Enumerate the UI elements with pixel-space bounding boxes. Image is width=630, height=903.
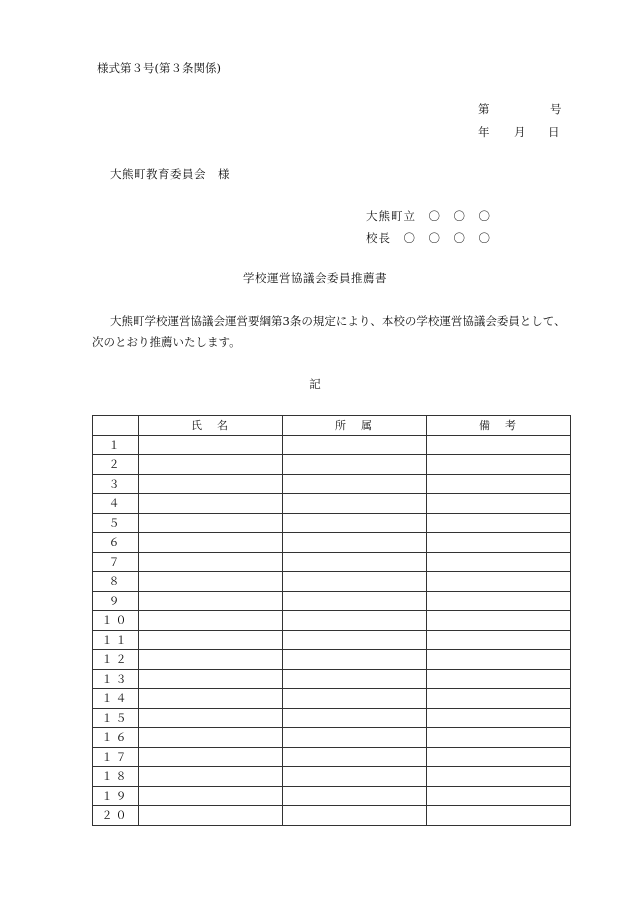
name-cell[interactable] — [139, 455, 283, 475]
remarks-cell[interactable] — [427, 494, 571, 514]
document-title: 学校運営協議会委員推薦書 — [243, 271, 387, 285]
row-number: ９ — [93, 591, 139, 611]
table-row — [93, 708, 571, 728]
affiliation-cell[interactable] — [283, 747, 427, 767]
remarks-cell[interactable] — [427, 611, 571, 631]
sender-principal: 校長 〇 〇 〇 〇 — [366, 231, 491, 245]
header-remarks: 備 考 — [427, 416, 571, 436]
table-row — [93, 630, 571, 650]
name-cell[interactable] — [139, 786, 283, 806]
remarks-cell[interactable] — [427, 767, 571, 787]
row-number: ５ — [93, 513, 139, 533]
remarks-cell[interactable] — [427, 552, 571, 572]
name-cell[interactable] — [139, 513, 283, 533]
table-row — [93, 767, 571, 787]
row-number: ３ — [93, 474, 139, 494]
table-row — [93, 728, 571, 748]
row-number: ２ — [93, 455, 139, 475]
remarks-cell[interactable] — [427, 669, 571, 689]
table-row — [93, 474, 571, 494]
document-number-suffix: 号 — [550, 102, 562, 116]
remarks-cell[interactable] — [427, 708, 571, 728]
name-cell[interactable] — [139, 572, 283, 592]
remarks-cell[interactable] — [427, 513, 571, 533]
table-header-row — [93, 416, 571, 436]
name-cell[interactable] — [139, 611, 283, 631]
name-cell[interactable] — [139, 767, 283, 787]
table-row — [93, 806, 571, 826]
row-number: １２ — [93, 650, 139, 670]
name-cell[interactable] — [139, 747, 283, 767]
affiliation-cell[interactable] — [283, 591, 427, 611]
table-row — [93, 533, 571, 553]
remarks-cell[interactable] — [427, 630, 571, 650]
nominee-table — [92, 415, 571, 826]
table-row — [93, 552, 571, 572]
remarks-cell[interactable] — [427, 806, 571, 826]
name-cell[interactable] — [139, 435, 283, 455]
table-row — [93, 786, 571, 806]
remarks-cell[interactable] — [427, 728, 571, 748]
row-number: １８ — [93, 767, 139, 787]
table-row — [93, 494, 571, 514]
row-number: ４ — [93, 494, 139, 514]
table-row — [93, 650, 571, 670]
row-number: １１ — [93, 630, 139, 650]
row-number: １６ — [93, 728, 139, 748]
row-number: １９ — [93, 786, 139, 806]
header-number — [93, 416, 139, 436]
row-number: １０ — [93, 611, 139, 631]
table-row — [93, 611, 571, 631]
affiliation-cell[interactable] — [283, 728, 427, 748]
name-cell[interactable] — [139, 708, 283, 728]
remarks-cell[interactable] — [427, 689, 571, 709]
addressee: 大熊町教育委員会 様 — [110, 167, 230, 181]
row-number: ６ — [93, 533, 139, 553]
affiliation-cell[interactable] — [283, 630, 427, 650]
affiliation-cell[interactable] — [283, 650, 427, 670]
remarks-cell[interactable] — [427, 455, 571, 475]
table-row — [93, 591, 571, 611]
table-row — [93, 455, 571, 475]
remarks-cell[interactable] — [427, 747, 571, 767]
remarks-cell[interactable] — [427, 435, 571, 455]
affiliation-cell[interactable] — [283, 435, 427, 455]
affiliation-cell[interactable] — [283, 708, 427, 728]
row-number: １ — [93, 435, 139, 455]
name-cell[interactable] — [139, 552, 283, 572]
affiliation-cell[interactable] — [283, 786, 427, 806]
remarks-cell[interactable] — [427, 572, 571, 592]
remarks-cell[interactable] — [427, 591, 571, 611]
affiliation-cell[interactable] — [283, 767, 427, 787]
remarks-cell[interactable] — [427, 786, 571, 806]
document-number-prefix: 第 — [478, 102, 490, 116]
header-affiliation: 所 属 — [283, 416, 427, 436]
sender-school: 大熊町立 〇 〇 〇 — [366, 209, 491, 223]
table-row — [93, 572, 571, 592]
row-number: １４ — [93, 689, 139, 709]
remarks-cell[interactable] — [427, 474, 571, 494]
date-year: 年 — [478, 125, 490, 139]
remarks-cell[interactable] — [427, 650, 571, 670]
name-cell[interactable] — [139, 494, 283, 514]
header-name: 氏 名 — [139, 416, 283, 436]
body-text-line-2: 次のとおり推薦いたします。 — [92, 335, 241, 349]
row-number: ２０ — [93, 806, 139, 826]
table-row — [93, 689, 571, 709]
affiliation-cell[interactable] — [283, 669, 427, 689]
date-month: 月 — [514, 125, 526, 139]
affiliation-cell[interactable] — [283, 552, 427, 572]
affiliation-cell[interactable] — [283, 689, 427, 709]
row-number: １３ — [93, 669, 139, 689]
ki-heading: 記 — [309, 377, 321, 391]
form-number: 様式第３号(第３条関係) — [97, 61, 221, 75]
name-cell[interactable] — [139, 650, 283, 670]
affiliation-cell[interactable] — [283, 611, 427, 631]
table-row — [93, 435, 571, 455]
row-number: １７ — [93, 747, 139, 767]
affiliation-cell[interactable] — [283, 572, 427, 592]
affiliation-cell[interactable] — [283, 474, 427, 494]
row-number: １５ — [93, 708, 139, 728]
affiliation-cell[interactable] — [283, 513, 427, 533]
affiliation-cell[interactable] — [283, 533, 427, 553]
row-number: ８ — [93, 572, 139, 592]
affiliation-cell[interactable] — [283, 455, 427, 475]
table-row — [93, 513, 571, 533]
affiliation-cell[interactable] — [283, 494, 427, 514]
name-cell[interactable] — [139, 728, 283, 748]
name-cell[interactable] — [139, 474, 283, 494]
name-cell[interactable] — [139, 630, 283, 650]
remarks-cell[interactable] — [427, 533, 571, 553]
name-cell[interactable] — [139, 689, 283, 709]
table-row — [93, 669, 571, 689]
name-cell[interactable] — [139, 533, 283, 553]
affiliation-cell[interactable] — [283, 806, 427, 826]
name-cell[interactable] — [139, 669, 283, 689]
row-number: ７ — [93, 552, 139, 572]
name-cell[interactable] — [139, 806, 283, 826]
body-text-line-1: 大熊町学校運営協議会運営要綱第3条の規定により、本校の学校運営協議会委員として、 — [110, 314, 566, 328]
name-cell[interactable] — [139, 591, 283, 611]
date-day: 日 — [548, 125, 560, 139]
table-row — [93, 747, 571, 767]
